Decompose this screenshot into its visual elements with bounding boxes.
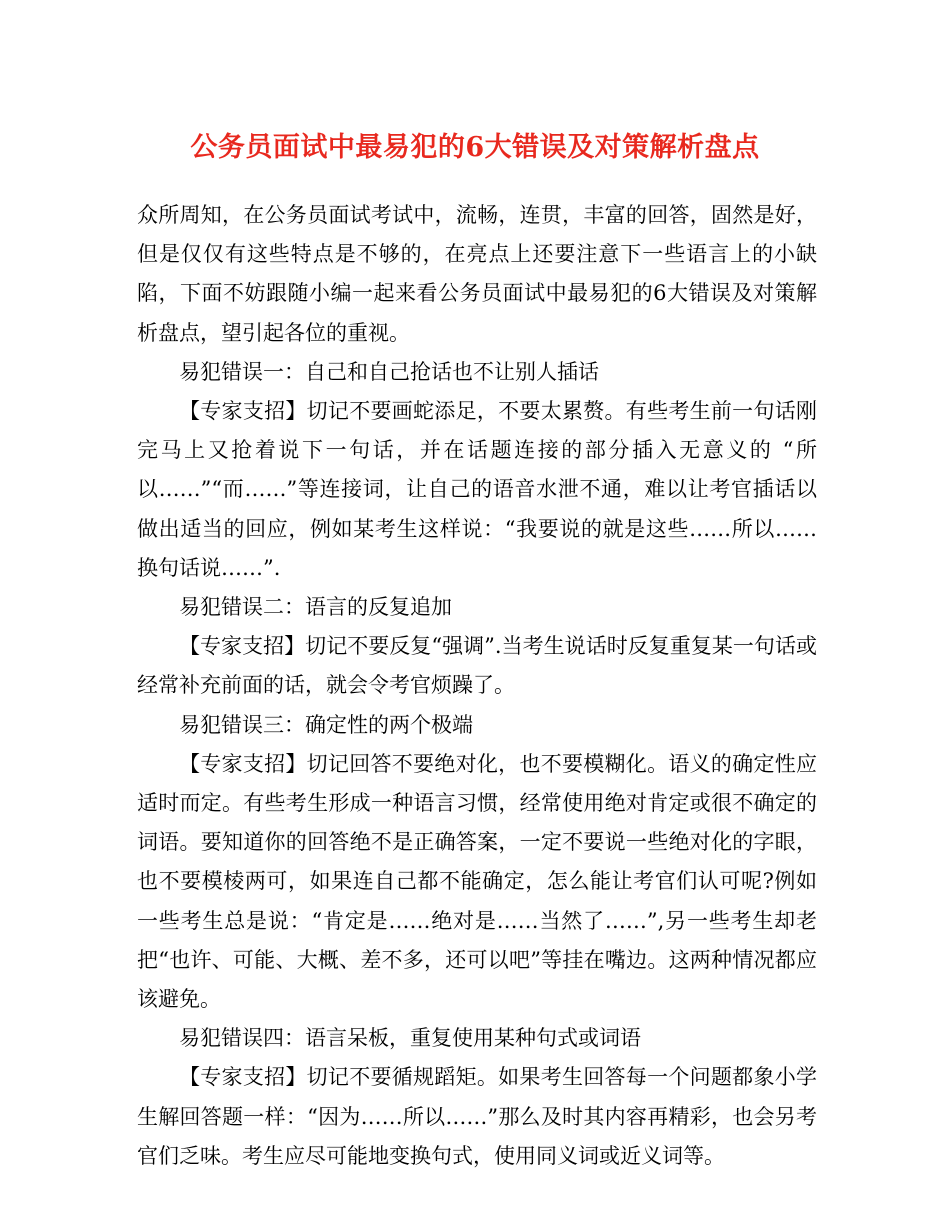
section-advice-1: 【专家支招】切记不要画蛇添足，不要太累赘。有些考生前一句话刚完马上又抢着说下一句话，并在话题连接的部分插入无意义的 “所以……”“而……”等连接词，让自己的语音水泄不通，难以让考官插话以做出适当的回应，例如某考生这样说：“我要说的就是这些……所以……换句话说……”. [137,399,817,580]
section-heading-4: 易犯错误四：语言呆板，重复使用某种句式或词语 [179,1026,641,1051]
section-heading-3: 易犯错误三：确定性的两个极端 [179,712,473,737]
section-heading-2: 易犯错误二：语言的反复追加 [179,595,452,620]
section-advice-4: 【专家支招】切记不要循规蹈矩。如果考生回答每一个问题都象小学生解回答题一样：“因为……所以……”那么及时其内容再精彩，也会另考官们乏味。考生应尽可能地变换句式，使用同义词或近义词等。 [137,1065,817,1168]
section-advice-2: 【专家支招】切记不要反复“强调”.当考生说话时反复重复某一句话或经常补充前面的话，就会令考官烦躁了。 [137,634,817,698]
section-heading-1: 易犯错误一：自己和自己抢话也不让别人插话 [179,359,599,384]
document-body [137,196,817,1176]
section-advice-3: 【专家支招】切记回答不要绝对化，也不要模糊化。语义的确定性应适时而定。有些考生形成一种语言习惯，经常使用绝对肯定或很不确定的词语。要知道你的回答绝不是正确答案，一定不要说一些绝对化的字眼，也不要模棱两可，如果连自己都不能确定，怎么能让考官们认可呢?例如一些考生总是说：“肯定是……绝对是……当然了……”,另一些考生却老把“也许、可能、大概、差不多，还可以吧”等挂在嘴边。这两种情况都应该避免。 [137,751,817,1012]
intro-paragraph: 众所周知，在公务员面试考试中，流畅，连贯，丰富的回答，固然是好，但是仅仅有这些特点是不够的，在亮点上还要注意下一些语言上的小缺陷，下面不妨跟随小编一起来看公务员面试中最易犯的6大错误及对策解析盘点，望引起各位的重视。 [137,203,817,345]
document-title: 公务员面试中最易犯的6大错误及对策解析盘点 [190,132,760,163]
